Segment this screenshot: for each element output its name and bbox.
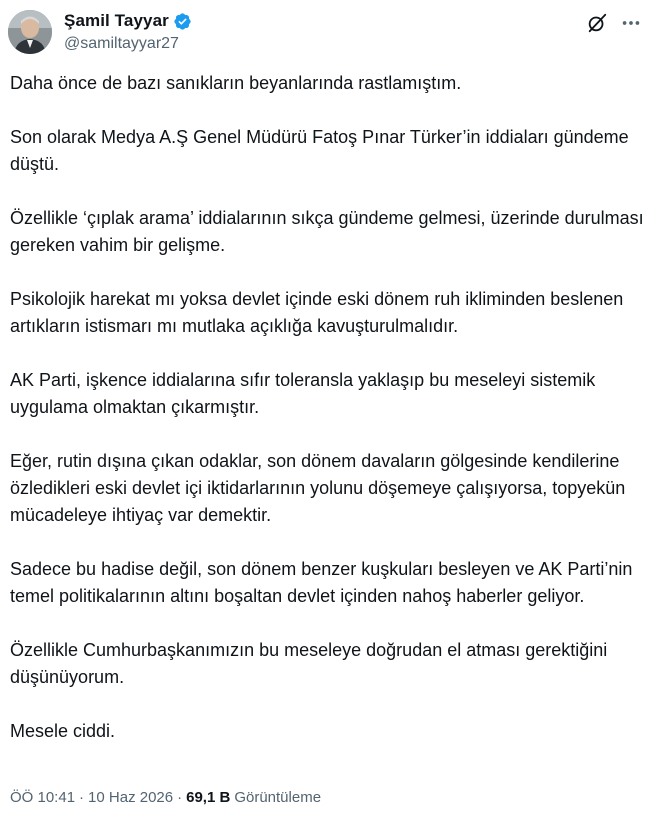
tweet-time[interactable]: ÖÖ 10:41 bbox=[10, 789, 76, 806]
tweet-meta bbox=[10, 789, 321, 806]
tweet-text bbox=[10, 70, 644, 772]
tweet-date[interactable]: 10 Haz 2026 bbox=[88, 789, 174, 806]
tweet-paragraph: Eğer, rutin dışına çıkan odaklar, son dönem davaların gölgesinde kendilerine özledikleri eski devlet içi iktidarlarının yolunu döşemeye çalışıyorsa, topyekün mücadeleye ihtiyaç var demektir. bbox=[10, 451, 626, 525]
header-actions bbox=[586, 12, 642, 34]
views-label: Görüntüleme bbox=[234, 789, 322, 806]
grok-icon[interactable] bbox=[586, 12, 608, 34]
meta-separator: · bbox=[79, 789, 85, 806]
avatar[interactable] bbox=[8, 10, 52, 54]
tweet-paragraph: Özellikle Cumhurbaşkanımızın bu meseleye doğrudan el atması gerektiğini düşünüyorum. bbox=[10, 640, 608, 687]
tweet-paragraph: Özellikle ‘çıplak arama’ iddialarının sıkça gündeme gelmesi, üzerinde durulması gereken vahim bir gelişme. bbox=[10, 208, 644, 255]
tweet-paragraph: Daha önce de bazı sanıkların beyanlarında rastlamıştım. bbox=[10, 73, 462, 93]
verified-badge-icon[interactable] bbox=[173, 12, 192, 31]
author-names bbox=[64, 10, 192, 53]
display-name-row bbox=[64, 10, 192, 32]
tweet-paragraph: Psikolojik harekat mı yoksa devlet içinde eski dönem ruh ikliminden beslenen artıkların istismarı mı mutlaka açıklığa kavuşturulmalıdır. bbox=[10, 289, 624, 336]
more-options-icon[interactable] bbox=[620, 12, 642, 34]
tweet-paragraph: Mesele ciddi. bbox=[10, 721, 116, 741]
meta-separator: · bbox=[177, 789, 183, 806]
views-count: 69,1 B bbox=[186, 789, 231, 806]
tweet-paragraph: Sadece bu hadise değil, son dönem benzer kuşkuları besleyen ve AK Parti’nin temel politikalarının altını boşaltan devlet içinden nahoş haberler geliyor. bbox=[10, 559, 633, 606]
tweet-paragraph: Son olarak Medya A.Ş Genel Müdürü Fatoş Pınar Türker’in iddiaları gündeme düştü. bbox=[10, 127, 629, 174]
tweet-header bbox=[8, 8, 642, 58]
tweet-paragraph: AK Parti, işkence iddialarına sıfır toleransla yaklaşıp bu meseleyi sistemik uygulama olmaktan çıkarmıştır. bbox=[10, 370, 596, 417]
handle[interactable]: @samiltayyar27 bbox=[64, 35, 179, 52]
display-name[interactable]: Şamil Tayyar bbox=[64, 11, 169, 30]
